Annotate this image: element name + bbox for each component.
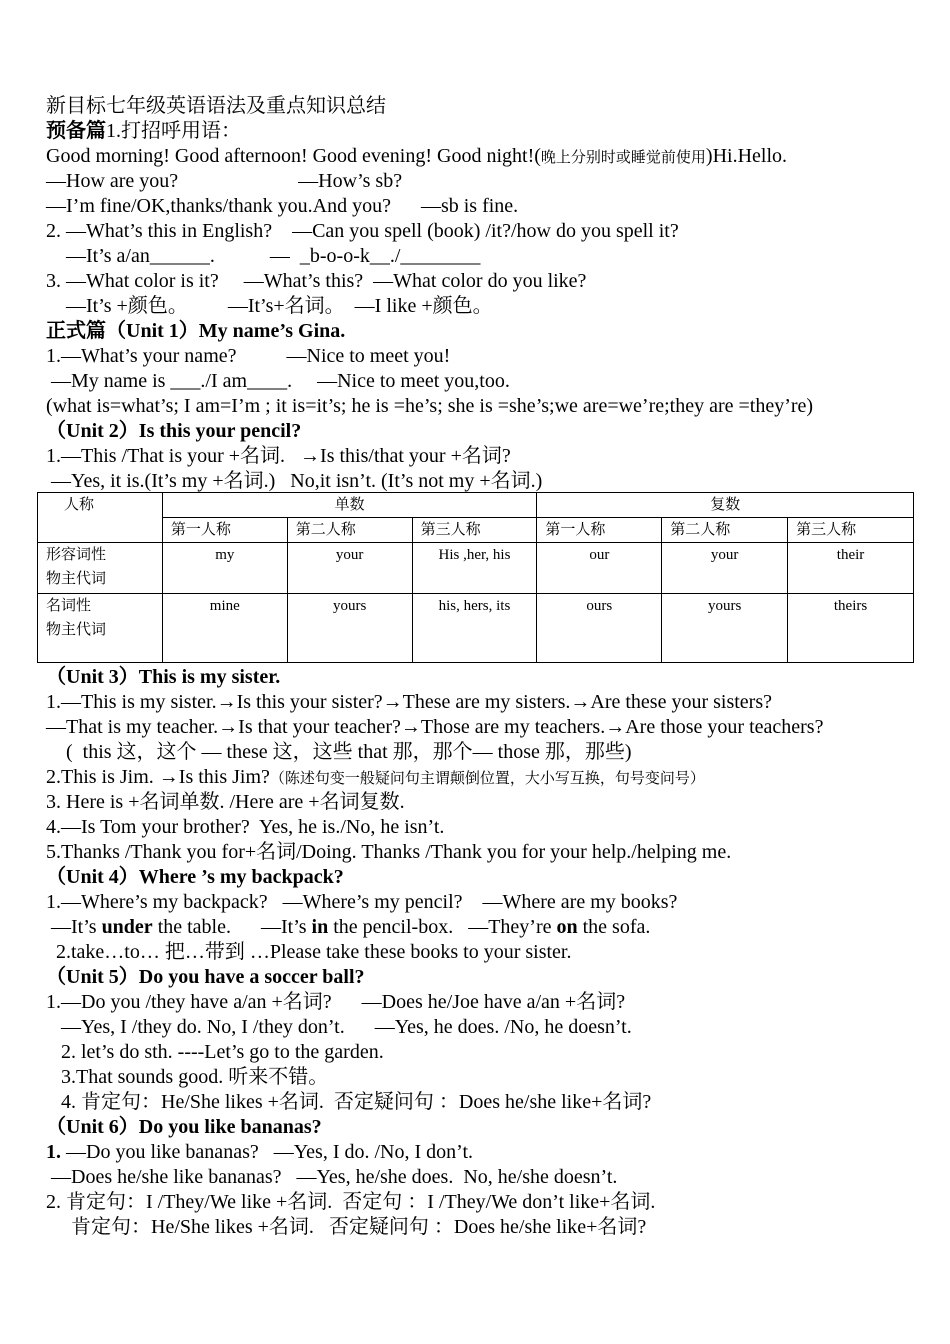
row-label-line: 形容词性	[46, 547, 107, 563]
table-cell: their	[788, 543, 914, 594]
header-person: 人称	[38, 493, 163, 543]
unit4-line-3: 2.take…to… 把…带到 …Please take these books to your sister.	[46, 941, 572, 963]
prep-line-6: —It’s a/an______. — _b-o-o-k__./________	[46, 245, 481, 267]
unit3-line-4-note: （陈述句变一般疑问句主谓颠倒位置，大小写互换，句号变问号）	[269, 771, 705, 787]
unit6-line-2: —Does he/she like bananas? —Yes, he/she does. No, he/she doesn’t.	[46, 1166, 618, 1188]
table-cell: mine	[162, 594, 287, 663]
subheader-cell: 第二人称	[662, 518, 788, 543]
unit4-bold-word: on	[556, 916, 578, 938]
table-header-row	[38, 493, 914, 518]
greetings-text-end: )Hi.Hello.	[705, 145, 788, 167]
unit3-line-4-text: 2.This is Jim. →Is this Jim?	[46, 766, 270, 788]
possessive-pronoun-table	[37, 492, 914, 663]
table-cell: yours	[287, 594, 412, 663]
table-row	[38, 594, 914, 663]
row-label-line: 物主代词	[46, 571, 107, 587]
prep-heading: 预备篇	[46, 120, 106, 142]
table-row	[38, 543, 914, 594]
unit4-text: the table. —It’s	[152, 916, 312, 938]
unit5-heading-text: （Unit 5）Do you have a soccer ball?	[46, 966, 365, 988]
unit5-heading	[46, 965, 365, 990]
unit1-heading	[46, 319, 345, 344]
subheader-cell: 第一人称	[162, 518, 287, 543]
table-cell: your	[287, 543, 412, 594]
header-plural: 复数	[537, 493, 914, 518]
unit3-line-6: 4.—Is Tom your brother? Yes, he is./No, he isn’t.	[46, 816, 445, 838]
unit3-line-3: ( this 这，这个 — these 这，这些 that 那，那个— those 那，那些)	[46, 741, 632, 763]
unit3-heading-text: （Unit 3）This is my sister.	[46, 666, 281, 688]
row-label	[38, 594, 163, 663]
unit2-line-2: —Yes, it is.(It’s my +名词.) No,it isn’t. (It’s not my +名词.)	[46, 470, 543, 492]
unit6-line-3: 2. 肯定句：I /They/We like +名词. 否定句 ：I /They/We don’t like+名词.	[46, 1191, 656, 1213]
prep-line-7: 3. —What color is it? —What’s this? —What color do you like?	[46, 270, 587, 292]
row-label-line: 物主代词	[46, 622, 107, 638]
greetings-text: Good morning! Good afternoon! Good evening! Good night!(	[46, 145, 541, 167]
unit3-line-5: 3. Here is +名词单数. /Here are +名词复数.	[46, 791, 405, 813]
greetings-note: 晚上分别时或睡觉前使用	[540, 150, 706, 166]
table-cell: your	[662, 543, 788, 594]
unit2-heading	[46, 419, 301, 444]
unit4-bold-word: in	[311, 916, 329, 938]
table-cell: ours	[537, 594, 662, 663]
header-singular: 单数	[162, 493, 537, 518]
unit2-line-1: 1.—This /That is your +名词. →Is this/that your +名词?	[46, 445, 511, 467]
unit1-line-1: 1.—What’s your name? —Nice to meet you!	[46, 345, 451, 367]
unit4-heading-text: （Unit 4）Where ’s my backpack?	[46, 866, 344, 888]
table-cell: yours	[662, 594, 788, 663]
table-subheader-row	[38, 518, 914, 543]
unit4-heading	[46, 865, 344, 890]
unit5-line-4: 3.That sounds good. 听来不错。	[46, 1066, 329, 1088]
unit4-text: the pencil-box. —They’re	[328, 916, 557, 938]
prep-line-3: —How are you? —How’s sb?	[46, 170, 403, 192]
unit4-line-2	[46, 915, 650, 940]
subheader-cell: 第一人称	[537, 518, 662, 543]
unit4-text: —It’s	[46, 916, 102, 938]
table-cell: his, hers, its	[412, 594, 537, 663]
unit3-line-4	[46, 765, 705, 792]
unit1-heading-text: 正式篇（Unit 1）My name’s Gina.	[46, 320, 346, 342]
unit5-line-3: 2. let’s do sth. ----Let’s go to the garden.	[46, 1041, 384, 1063]
unit1-line-3: (what is=what’s; I am=I’m ; it is=it’s; he is =he’s; she is =she’s;we are=we’re;they are =they’re)	[46, 395, 814, 417]
prep-line-5: 2. —What’s this in English? —Can you spell (book) /it?/how do you spell it?	[46, 220, 679, 242]
table-cell: His ,her, his	[412, 543, 537, 594]
unit5-line-5: 4. 肯定句：He/She likes +名词. 否定疑问句 ：Does he/she like+名词?	[46, 1091, 652, 1113]
unit1-line-2: —My name is ___./I am____. —Nice to meet you,too.	[46, 370, 510, 392]
subheader-cell: 第三人称	[412, 518, 537, 543]
unit2-heading-text: （Unit 2）Is this your pencil?	[46, 420, 302, 442]
prep-greetings-line	[46, 144, 787, 171]
unit4-line-1: 1.—Where’s my backpack? —Where’s my pencil? —Where are my books?	[46, 891, 678, 913]
unit4-bold-word: under	[101, 916, 153, 938]
table-cell: our	[537, 543, 662, 594]
unit6-line-1	[46, 1140, 473, 1165]
prep-line-4: —I’m fine/OK,thanks/thank you.And you? —sb is fine.	[46, 195, 519, 217]
unit3-heading	[46, 665, 280, 690]
unit6-line-1-text: —Do you like bananas? —Yes, I do. /No, I don’t.	[61, 1141, 474, 1163]
unit3-line-1: 1.—This is my sister.→Is this your sister?→These are my sisters.→Are these your sisters?	[46, 691, 772, 713]
row-label	[38, 543, 163, 594]
table-cell: theirs	[788, 594, 914, 663]
prep-line-8: —It’s +颜色。 —It’s+名词。 —I like +颜色。	[46, 295, 493, 317]
table-cell: my	[162, 543, 287, 594]
document-title: 新目标七年级英语语法及重点知识总结	[46, 95, 386, 117]
row-label-line: 名词性	[46, 598, 92, 614]
subheader-cell: 第二人称	[287, 518, 412, 543]
unit3-line-2: —That is my teacher.→Is that your teacher?→Those are my teachers.→Are those your teachers?	[46, 716, 824, 738]
subheader-cell: 第三人称	[788, 518, 914, 543]
unit3-line-7: 5.Thanks /Thank you for+名词/Doing. Thanks /Thank you for your help./helping me.	[46, 841, 732, 863]
unit6-number: 1.	[46, 1141, 61, 1163]
unit5-line-2: —Yes, I /they do. No, I /they don’t. —Yes, he does. /No, he doesn’t.	[46, 1016, 632, 1038]
unit5-line-1: 1.—Do you /they have a/an +名词? —Does he/Joe have a/an +名词?	[46, 991, 626, 1013]
prep-heading-line	[46, 119, 241, 144]
unit6-heading	[46, 1115, 322, 1140]
prep-line-1: 1.打招呼用语：	[106, 120, 241, 142]
unit6-line-4: 肯定句：He/She likes +名词. 否定疑问句 ：Does he/she like+名词?	[46, 1216, 647, 1238]
unit6-heading-text: （Unit 6）Do you like bananas?	[46, 1116, 322, 1138]
unit4-text: the sofa.	[577, 916, 651, 938]
